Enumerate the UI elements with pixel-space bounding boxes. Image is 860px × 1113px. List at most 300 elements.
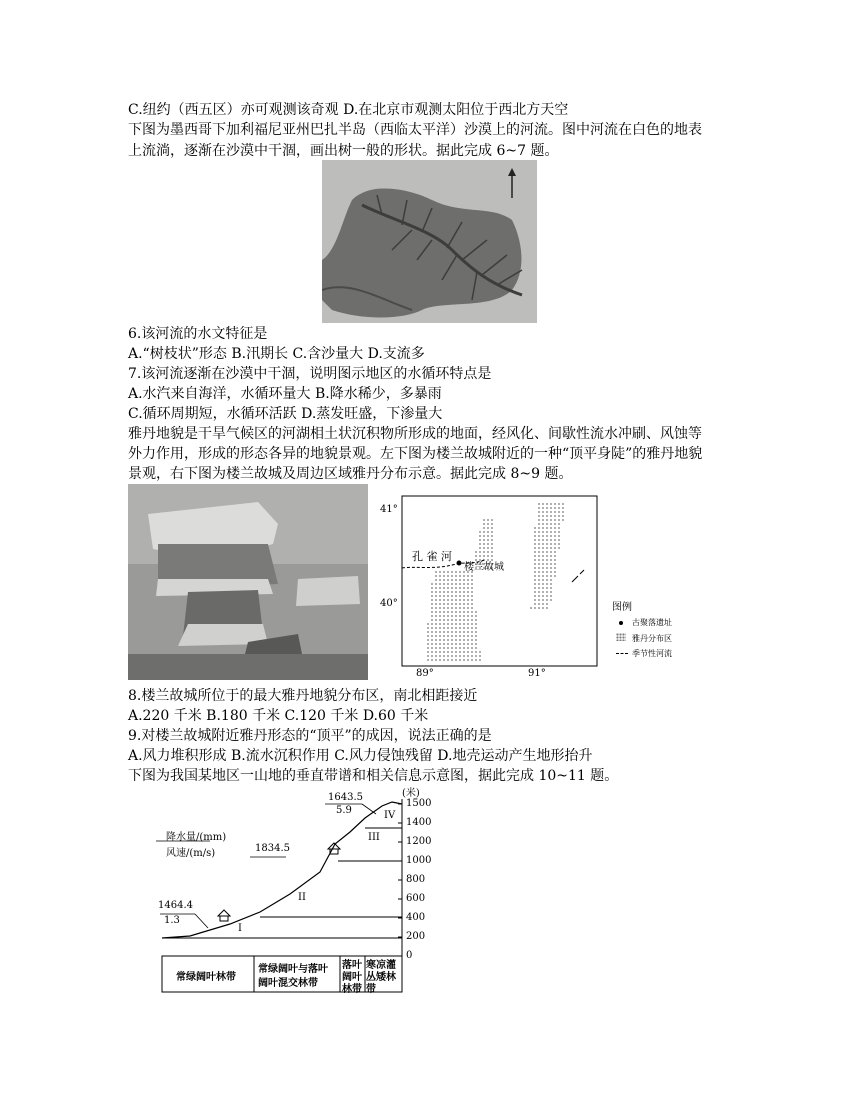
belt-shrub-line1: 寒凉灌 (366, 960, 396, 971)
yardang-dot (546, 571, 548, 573)
yardang-dot (538, 587, 540, 589)
yardang-dot (542, 551, 544, 553)
yardang-dot (475, 643, 477, 645)
yardang-dot (447, 651, 449, 653)
yardang-dot (554, 503, 556, 505)
yardang-dot (463, 627, 465, 629)
yardang-dot (479, 655, 481, 657)
yardang-dot (435, 571, 437, 573)
yardang-dot (435, 627, 437, 629)
yardang-dot (542, 559, 544, 561)
yardang-dot (538, 543, 540, 545)
top-precip-value: 1643.5 (328, 792, 363, 803)
yardang-intro-2: 外力作用，形成的形态各异的地貌景观。左下图为楼兰故城附近的一种“顶平身陡”的雅丹地貌 (128, 446, 703, 462)
yardang-dot (546, 575, 548, 577)
question-6-options: A.“树枝状”形态 B.汛期长 C.含沙量大 D.支流多 (128, 346, 425, 362)
yardang-dot (439, 595, 441, 597)
yardang-dot (538, 591, 540, 593)
yardang-dot (467, 659, 469, 661)
yardang-dot (534, 599, 536, 601)
yardang-dot (443, 643, 445, 645)
yardang-dot (431, 635, 433, 637)
ytick-800: 800 (406, 874, 426, 885)
yardang-dot (451, 611, 453, 613)
yardang-dot (463, 659, 465, 661)
yardang-dot (558, 547, 560, 549)
yardang-dot (534, 579, 536, 581)
yardang-dot (550, 563, 552, 565)
yardang-dot (455, 591, 457, 593)
lon-91-label: 91° (528, 668, 546, 679)
yardang-dot (451, 631, 453, 633)
yardang-dot (463, 623, 465, 625)
yardang-dot (455, 655, 457, 657)
yardang-dot (459, 659, 461, 661)
yardang-dot (483, 535, 485, 537)
yardang-dot (455, 579, 457, 581)
yardang-dot (431, 607, 433, 609)
yardang-dot (467, 655, 469, 657)
yardang-dot (550, 575, 552, 577)
yardang-dot (435, 587, 437, 589)
yardang-dot (483, 531, 485, 533)
yardang-dot (542, 599, 544, 601)
yardang-dot (538, 563, 540, 565)
yardang-dot (467, 623, 469, 625)
yardang-dot (546, 555, 548, 557)
yardang-dot (479, 539, 481, 541)
legend-yardang-label: 雅丹分布区 (632, 634, 672, 643)
yardang-dot (443, 611, 445, 613)
yardang-dot (435, 595, 437, 597)
yardang-dot (550, 587, 552, 589)
yardang-dot (459, 575, 461, 577)
yardang-dot (491, 547, 493, 549)
yardang-dot (443, 639, 445, 641)
yardang-dot (443, 571, 445, 573)
ytick-600: 600 (406, 893, 426, 904)
ytick-400: 400 (406, 912, 426, 923)
yardang-dot (431, 603, 433, 605)
yardang-dot (471, 639, 473, 641)
yardang-dot (471, 579, 473, 581)
yardang-dot (439, 575, 441, 577)
yardang-dot (546, 507, 548, 509)
yardang-photo (128, 484, 368, 680)
yardang-dot (542, 567, 544, 569)
yardang-dot (431, 659, 433, 661)
yardang-dot (451, 571, 453, 573)
yardang-dot (471, 587, 473, 589)
yardang-dot (463, 611, 465, 613)
yardang-dot (455, 623, 457, 625)
yardang-dot (443, 623, 445, 625)
yardang-dot (459, 599, 461, 601)
yardang-dot (534, 531, 536, 533)
yardang-dot (447, 623, 449, 625)
ytick-1400: 1400 (406, 817, 432, 828)
yardang-dot (459, 647, 461, 649)
yardang-dot (546, 519, 548, 521)
yardang-dot (546, 523, 548, 525)
yardang-dot (550, 595, 552, 597)
yardang-dot (554, 567, 556, 569)
yardang-dot (431, 595, 433, 597)
yardang-dot (554, 519, 556, 521)
yardang-dot (491, 543, 493, 545)
yardang-dot (491, 519, 493, 521)
yardang-dot (439, 619, 441, 621)
yardang-dot (479, 659, 481, 661)
yardang-dot (431, 583, 433, 585)
yardang-dot (447, 647, 449, 649)
yardang-dot (435, 635, 437, 637)
legend-river-icon (616, 653, 628, 654)
yardang-dot (558, 539, 560, 541)
yardang-dot (546, 607, 548, 609)
yardang-dot (463, 575, 465, 577)
yardang-dot (534, 543, 536, 545)
yardang-dot (463, 587, 465, 589)
yardang-dot (546, 543, 548, 545)
yardang-dot (439, 631, 441, 633)
yardang-dot (542, 575, 544, 577)
yardang-dot (475, 635, 477, 637)
yardang-dot (443, 591, 445, 593)
yardang-dot (443, 635, 445, 637)
yardang-dot (471, 583, 473, 585)
yardang-dot (451, 595, 453, 597)
yardang-dot (451, 587, 453, 589)
yardang-dot (534, 559, 536, 561)
yardang-dot (483, 523, 485, 525)
yardang-dot (435, 623, 437, 625)
yardang-dot (475, 619, 477, 621)
legend-title: 图例 (612, 602, 632, 613)
question-7: 7.该河流逐渐在沙漠中干涸，说明图示地区的水循环特点是 (128, 366, 492, 382)
yardang-dot (443, 627, 445, 629)
yardang-dot (467, 591, 469, 593)
yardang-dot (455, 635, 457, 637)
yardang-dot (459, 579, 461, 581)
yardang-dot (463, 579, 465, 581)
yardang-dot (451, 651, 453, 653)
yardang-dot (542, 535, 544, 537)
yardang-dot (538, 579, 540, 581)
legend-site-icon (619, 621, 623, 625)
yardang-dot (435, 591, 437, 593)
yardang-dot (538, 595, 540, 597)
river-label: 孔 雀 河 (412, 550, 452, 563)
yardang-dot (475, 631, 477, 633)
yardang-dot (538, 571, 540, 573)
yardang-dot (538, 503, 540, 505)
yardang-dot (459, 607, 461, 609)
yardang-dot (435, 599, 437, 601)
yardang-dot (463, 655, 465, 657)
yardang-dot (455, 607, 457, 609)
yardang-dot (554, 531, 556, 533)
yardang-dot (546, 559, 548, 561)
loulan-map (376, 490, 680, 680)
yardang-dot (435, 651, 437, 653)
yardang-dot (491, 523, 493, 525)
yardang-dot (443, 651, 445, 653)
yardang-dot (439, 587, 441, 589)
yardang-dot (558, 527, 560, 529)
yardang-dot (471, 611, 473, 613)
yardang-dot (562, 519, 564, 521)
belt-mixed-line1: 常绿阔叶与落叶 (258, 964, 328, 975)
yardang-dot (463, 603, 465, 605)
yardang-dot (550, 583, 552, 585)
yardang-dot (439, 571, 441, 573)
yardang-dot (459, 631, 461, 633)
yardang-dot (463, 647, 465, 649)
yardang-dot (447, 611, 449, 613)
yardang-dot (439, 627, 441, 629)
yardang-dot (435, 575, 437, 577)
yardang-dot (427, 623, 429, 625)
yardang-dot (538, 539, 540, 541)
yardang-dot (542, 555, 544, 557)
yardang-dot (451, 627, 453, 629)
yardang-dot (554, 555, 556, 557)
yardang-dot (467, 631, 469, 633)
yardang-dot (558, 507, 560, 509)
yardang-dot (443, 655, 445, 657)
yardang-dot (467, 639, 469, 641)
yardang-dot (459, 571, 461, 573)
yardang-dot (435, 647, 437, 649)
yardang-dot (538, 603, 540, 605)
yardang-dot (451, 623, 453, 625)
lat-40-label: 40° (380, 598, 398, 609)
yardang-dot (487, 543, 489, 545)
yardang-dot (558, 543, 560, 545)
yardang-dot (471, 623, 473, 625)
yardang-dot (435, 619, 437, 621)
yardang-dot (447, 631, 449, 633)
yardang-dot (483, 527, 485, 529)
yardang-dot (491, 555, 493, 557)
question-6: 6.该河流的水文特征是 (128, 326, 268, 342)
yardang-dot (546, 551, 548, 553)
yardang-dot (439, 651, 441, 653)
yardang-dot (475, 615, 477, 617)
yardang-intro-3: 景观，右下图为楼兰故城及周边区域雅丹分布示意。据此完成 8~9 题。 (128, 466, 573, 482)
belt-deciduous-line1: 落叶 (342, 960, 362, 971)
yardang-dot (443, 599, 445, 601)
yardang-dot (542, 531, 544, 533)
yardang-dot (546, 503, 548, 505)
yardang-dot (475, 659, 477, 661)
yardang-dot (538, 527, 540, 529)
yardang-dot (431, 627, 433, 629)
yardang-dot (554, 515, 556, 517)
yardang-dot (546, 603, 548, 605)
yardang-dot (546, 547, 548, 549)
yardang-dot (443, 587, 445, 589)
yardang-dot (455, 639, 457, 641)
yardang-dot (459, 643, 461, 645)
wind-label: 风速/(m/s) (166, 848, 216, 859)
yardang-dot (439, 659, 441, 661)
yardang-dot (554, 535, 556, 537)
yardang-dot (447, 619, 449, 621)
yardang-dot (455, 647, 457, 649)
yardang-dot (542, 607, 544, 609)
yardang-dot (459, 655, 461, 657)
yardang-dot (471, 575, 473, 577)
yardang-dot (459, 583, 461, 585)
yardang-dot (435, 639, 437, 641)
yardang-dot (431, 591, 433, 593)
yardang-dot (439, 607, 441, 609)
yardang-dot (546, 515, 548, 517)
yardang-dot (546, 531, 548, 533)
yardang-dot (447, 591, 449, 593)
yardang-dot (467, 575, 469, 577)
yardang-dot (538, 511, 540, 513)
yardang-dot (443, 595, 445, 597)
yardang-dot (554, 511, 556, 513)
option-line-cd: C.纽约（西五区）亦可观测该奇观 D.在北京市观测太阳位于西北方天空 (128, 102, 569, 118)
yardang-dot (459, 611, 461, 613)
yardang-dot (455, 643, 457, 645)
yardang-dot (459, 623, 461, 625)
yardang-dot (538, 523, 540, 525)
yardang-dot (479, 547, 481, 549)
yardang-dot (463, 607, 465, 609)
legend-yardang-icon (616, 633, 626, 641)
yardang-dot (455, 587, 457, 589)
ytick-1500: 1500 (406, 798, 432, 809)
yardang-dot (542, 547, 544, 549)
yardang-dot (546, 583, 548, 585)
yardang-dot (447, 627, 449, 629)
yardang-dot (447, 575, 449, 577)
yardang-dot (550, 539, 552, 541)
yardang-dot (467, 599, 469, 601)
yardang-dot (483, 543, 485, 545)
yardang-dot (443, 607, 445, 609)
yardang-dot (538, 559, 540, 561)
belt-deciduous-line3: 林带 (342, 984, 362, 995)
yardang-dot (550, 591, 552, 593)
yardang-dot (558, 519, 560, 521)
y-unit-label: (米) (402, 788, 420, 799)
yardang-dot (550, 579, 552, 581)
yardang-dot (467, 587, 469, 589)
yardang-dot (427, 659, 429, 661)
yardang-dot (546, 591, 548, 593)
yardang-dot (554, 543, 556, 545)
yardang-dot (538, 567, 540, 569)
question-7-options-ab: A.水汽来自海洋，水循环量大 B.降水稀少，多暴雨 (128, 386, 442, 402)
yardang-dot (483, 555, 485, 557)
yardang-dot (455, 619, 457, 621)
yardang-dot (487, 531, 489, 533)
yardang-dot (550, 535, 552, 537)
yardang-dot (534, 595, 536, 597)
yardang-dot (487, 551, 489, 553)
yardang-dot (443, 603, 445, 605)
yardang-dot (550, 599, 552, 601)
yardang-dot (554, 539, 556, 541)
city-label: 楼兰故城 (464, 562, 504, 573)
yardang-dot (542, 563, 544, 565)
yardang-dot (451, 647, 453, 649)
yardang-dot (475, 651, 477, 653)
question-8-options: A.220 千米 B.180 千米 C.120 千米 D.60 千米 (128, 708, 429, 724)
yardang-dot (558, 503, 560, 505)
yardang-dot (471, 651, 473, 653)
yardang-dot (550, 555, 552, 557)
yardang-dot (467, 611, 469, 613)
top-wind-value: 5.9 (336, 805, 352, 816)
yardang-dot (471, 647, 473, 649)
yardang-dot (451, 591, 453, 593)
yardang-dot (451, 615, 453, 617)
yardang-dot (471, 655, 473, 657)
belt-shrub-line3: 带 (366, 984, 376, 995)
yardang-intro-1: 雅丹地貌是干旱气候区的河湖相土状沉积物所形成的地面，经风化、间歇性流水冲刷、风蚀等 (128, 426, 702, 442)
yardang-dot (455, 575, 457, 577)
yardang-dot (483, 551, 485, 553)
yardang-dot (542, 527, 544, 529)
yardang-dot (431, 651, 433, 653)
belt-mixed-line2: 阔叶混交林带 (258, 978, 318, 989)
yardang-dot (471, 615, 473, 617)
yardang-dot (542, 507, 544, 509)
yardang-dot (439, 615, 441, 617)
yardang-dot (491, 535, 493, 537)
yardang-dot (431, 639, 433, 641)
yardang-dot (538, 599, 540, 601)
yardang-dot (550, 511, 552, 513)
yardang-dot (439, 583, 441, 585)
yardang-dot (447, 659, 449, 661)
yardang-dot (534, 603, 536, 605)
yardang-dot (451, 635, 453, 637)
ytick-200: 200 (406, 931, 426, 942)
yardang-dot (431, 647, 433, 649)
yardang-dot (467, 615, 469, 617)
yardang-dot (443, 583, 445, 585)
yardang-dot (459, 595, 461, 597)
yardang-dot (554, 527, 556, 529)
yardang-dot (451, 599, 453, 601)
yardang-dot (542, 515, 544, 517)
yardang-dot (558, 511, 560, 513)
yardang-dot (427, 635, 429, 637)
yardang-dot (550, 567, 552, 569)
yardang-dot (455, 571, 457, 573)
yardang-dot (483, 539, 485, 541)
yardang-dot (546, 567, 548, 569)
belt-evergreen: 常绿阔叶林带 (176, 972, 236, 983)
yardang-dot (455, 599, 457, 601)
yardang-dot (558, 531, 560, 533)
yardang-dot (542, 591, 544, 593)
yardang-dot (538, 555, 540, 557)
yardang-dot (431, 623, 433, 625)
yardang-dot (542, 539, 544, 541)
tree-river-drawing (322, 160, 537, 323)
yardang-dot (475, 627, 477, 629)
yardang-dot (487, 547, 489, 549)
